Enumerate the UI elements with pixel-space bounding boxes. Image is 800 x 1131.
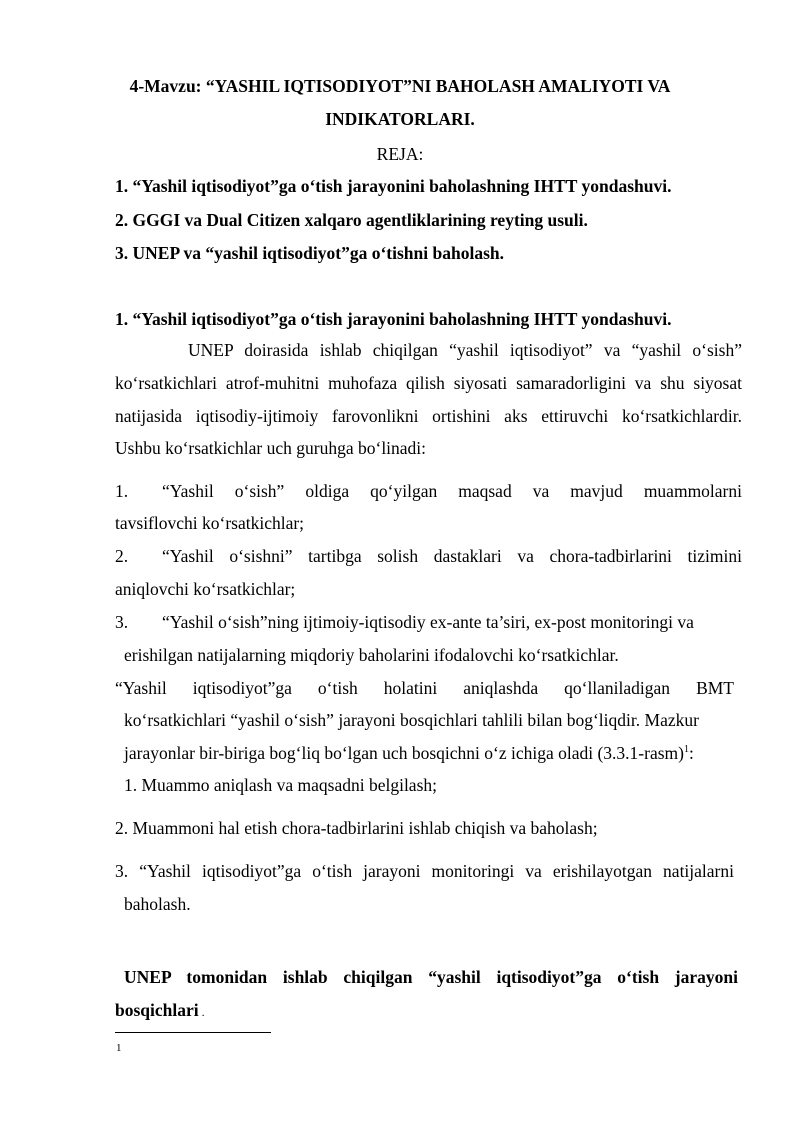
page-title-line-2: INDIKATORLARI.	[325, 109, 475, 129]
footnote-ref-1[interactable]: 1	[683, 744, 689, 755]
para2-line-3-text: jarayonlar bir-biriga bog‘liq bo‘lgan uch bosqichni o‘z ichiga oladi (3.3.1-rasm)	[124, 743, 684, 763]
para2-line-3	[124, 742, 694, 764]
plan-item-2: 2. GGGI va Dual Citizen xalqaro agentliklarining reyting usuli.	[115, 210, 588, 230]
group-1-line-2: tavsiflovchi ko‘rsatkichlar;	[115, 513, 305, 533]
stage-2: 2. Muammoni hal etish chora-tadbirlarini ishlab chiqish va baholash;	[115, 818, 598, 838]
stage-1: 1. Muammo aniqlash va maqsadni belgilash;	[124, 775, 438, 795]
figure-caption-end: .	[198, 1005, 205, 1019]
group-2-line-1: “Yashil o‘sishni” tartibga solish dastaklari va chora-tadbirlarini tizimini	[162, 546, 742, 566]
group-2-line-2: aniqlovchi ko‘rsatkichlar;	[115, 579, 296, 599]
para1-line-1: UNEP doirasida ishlab chiqilgan “yashil iqtisodiyot” va “yashil o‘sish”	[188, 340, 742, 360]
group-3-line-2: erishilgan natijalarning miqdoriy baholarini ifodalovchi ko‘rsatkichlar.	[124, 645, 619, 665]
group-3-line-1: “Yashil o‘sish”ning ijtimoiy-iqtisodiy ex-ante ta’siri, ex-post monitoringi va	[162, 612, 694, 632]
para2-line-2: ko‘rsatkichlari “yashil o‘sish” jarayoni bosqichlari tahlili bilan bog‘liqdir. Mazkur	[124, 710, 699, 730]
group-2-number: 2.	[115, 546, 129, 566]
para2-line-3-end: :	[688, 743, 694, 763]
footnote-marker: 1	[116, 1042, 122, 1054]
stage-3-continuation: baholash.	[124, 894, 191, 914]
group-1-line-1: “Yashil o‘sish” oldiga qo‘yilgan maqsad va mavjud muammolarni	[162, 481, 742, 501]
group-3-number: 3.	[115, 612, 129, 632]
stage-3: 3. “Yashil iqtisodiyot”ga o‘tish jarayoni monitoringi va erishilayotgan natijalarni	[115, 861, 734, 881]
group-1-number: 1.	[115, 481, 129, 501]
plan-item-1: 1. “Yashil iqtisodiyot”ga o‘tish jarayonini baholashning IHTT yondashuvi.	[115, 176, 672, 196]
plan-item-3: 3. UNEP va “yashil iqtisodiyot”ga o‘tishni baholash.	[115, 243, 504, 263]
figure-caption-text: bosqichlari	[115, 1000, 199, 1020]
footnote-separator	[115, 1032, 271, 1033]
para2-line-1: “Yashil iqtisodiyot”ga o‘tish holatini aniqlashda qo‘llaniladigan BMT	[115, 678, 734, 698]
figure-caption-line-1: UNEP tomonidan ishlab chiqilgan “yashil iqtisodiyot”ga o‘tish jarayoni	[124, 967, 738, 987]
para1-line-3: natijasida iqtisodiy-ijtimoiy farovonlikni ortishini aks ettiruvchi ko‘rsatkichlardir.	[115, 406, 742, 426]
para1-line-4: Ushbu ko‘rsatkichlar uch guruhga bo‘linadi:	[115, 438, 427, 458]
page-title-line-1: 4-Mavzu: “YASHIL IQTISODIYOT”NI BAHOLASH AMALIYOTI VA	[129, 76, 671, 96]
plan-heading: REJA:	[376, 144, 424, 164]
figure-caption-line-2	[115, 999, 205, 1023]
section-1-heading: 1. “Yashil iqtisodiyot”ga o‘tish jarayonini baholashning IHTT yondashuvi.	[115, 309, 672, 329]
para1-line-2: ko‘rsatkichlari atrof-muhitni muhofaza qilish siyosati samaradorligini va shu siyosat	[115, 373, 742, 393]
